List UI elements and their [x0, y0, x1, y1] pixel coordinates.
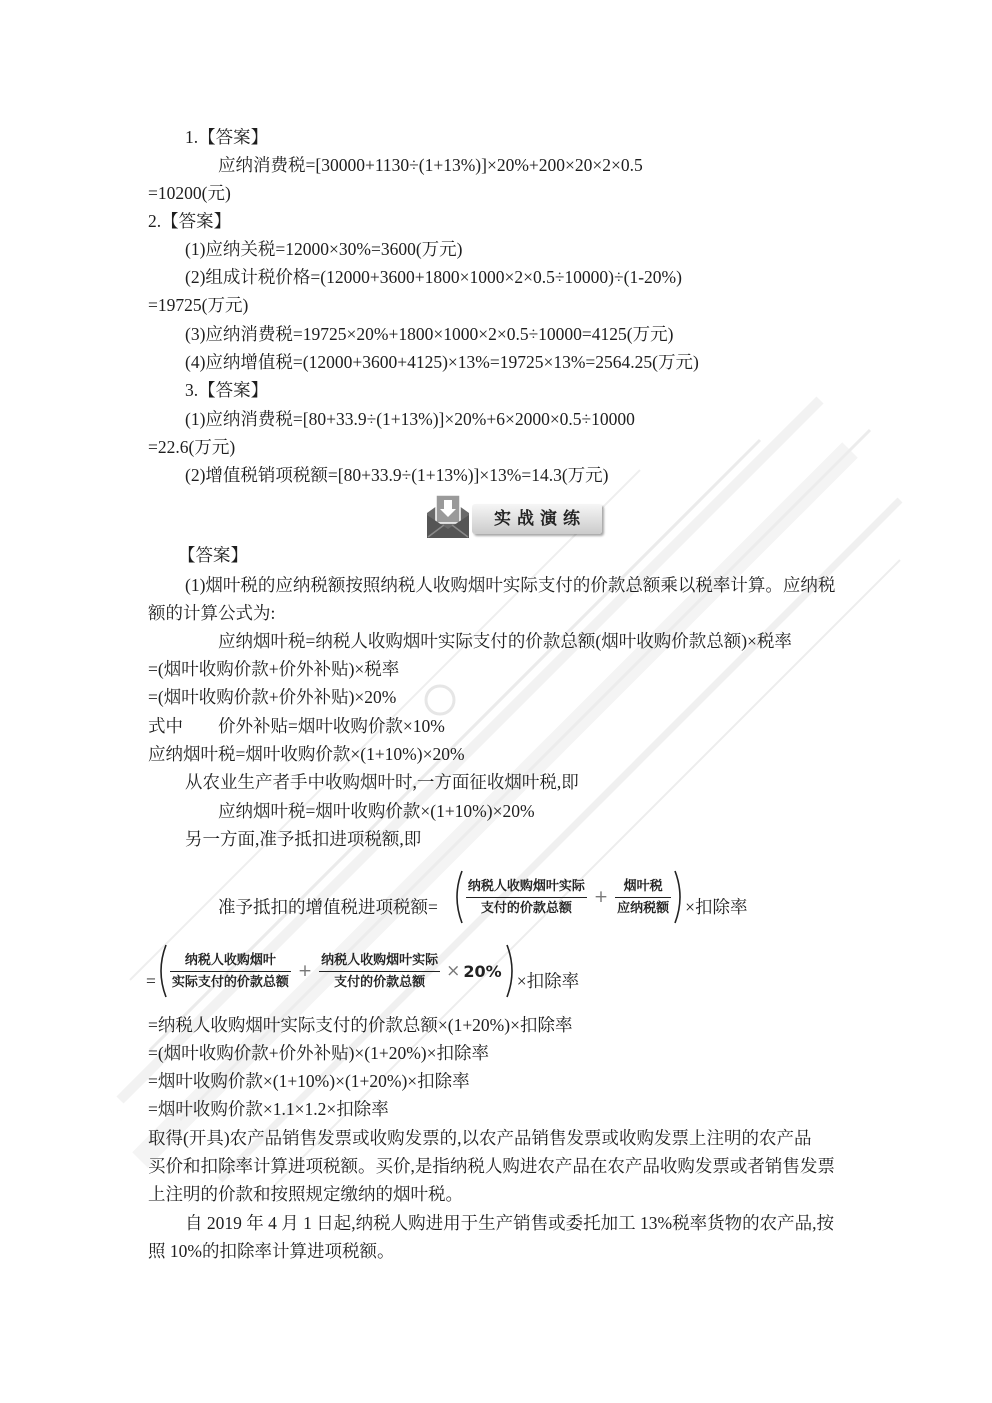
q1-heading: 1.【答案】: [185, 127, 269, 147]
deduction-formula-2: [146, 943, 579, 999]
q2-heading: 2.【答案】: [148, 211, 232, 231]
q2-step2-result: =19725(万元): [148, 295, 249, 315]
q1-result: =10200(元): [148, 183, 231, 203]
practice-eq9: =烟叶收购价款×1.1×1.2×扣除率: [148, 1099, 389, 1119]
practice-eq2: =(烟叶收购价款+价外补贴)×税率: [148, 659, 400, 679]
practice-para2-line1: 自 2019 年 4 月 1 日起,纳税人购进用于生产销售或委托加工 13%税率货物的农产品,按: [185, 1213, 834, 1233]
close-paren: [505, 943, 517, 999]
practice-para1-line2: 买价和扣除率计算进项税额。买价,是指纳税人购进农产品在农产品收购发票或者销售发票: [148, 1156, 835, 1176]
practice-para2-line2: 照 10%的扣除率计算进项税额。: [148, 1241, 395, 1261]
fraction-numerator: 纳税人收购烟叶: [184, 952, 276, 968]
q3-step2: (2)增值税销项税额=[80+33.9÷(1+13%)]×13%=14.3(万元): [185, 465, 609, 485]
practice-where-label: 式中: [148, 716, 183, 736]
formula2-suffix: ×扣除率: [516, 971, 580, 991]
formula2-fraction-2: [319, 952, 440, 991]
practice-text1: 从农业生产者手中收购烟叶时,一方面征收烟叶税,即: [185, 772, 579, 792]
fraction-numerator: 纳税人收购烟叶实际: [321, 952, 439, 968]
practice-intro-line1: (1)烟叶税的应纳税额按照纳税人收购烟叶实际支付的价款总额乘以税率计算。应纳税: [185, 575, 836, 595]
practice-para1-line1: 取得(开具)农产品销售发票或收购发票的,以农产品销售发票或收购发票上注明的农产品: [148, 1128, 812, 1148]
open-paren: [156, 943, 168, 999]
practice-eq4: 应纳烟叶税=烟叶收购价款×(1+10%)×20%: [148, 744, 465, 764]
q2-step3: (3)应纳消费税=19725×20%+1800×1000×2×0.5÷10000=4125(万元): [185, 324, 674, 344]
close-paren: [673, 869, 685, 925]
practice-text2: 另一方面,准予抵扣进项税额,即: [185, 829, 422, 849]
fraction-bar: [319, 971, 440, 972]
formula1-fraction-2: [615, 878, 671, 917]
tax-rate: 20%: [463, 961, 502, 981]
practice-intro-line2: 额的计算公式为:: [148, 603, 276, 623]
q3-heading: 3.【答案】: [185, 380, 269, 400]
fraction-bar: [615, 897, 671, 898]
q2-step4: (4)应纳增值税=(12000+3600+4125)×13%=19725×13%=2564.25(万元): [185, 352, 699, 372]
banner-title: 实战演练: [472, 504, 602, 534]
formula1-suffix: ×扣除率: [685, 897, 748, 917]
section-banner: [424, 492, 606, 542]
formula1-label: 准予抵扣的增值税进项税额=: [218, 897, 438, 917]
q2-step1: (1)应纳关税=12000×30%=3600(万元): [185, 239, 463, 259]
fraction-bar: [170, 971, 291, 972]
times-sign: ×: [446, 961, 461, 981]
practice-eq8: =烟叶收购价款×(1+10%)×(1+20%)×扣除率: [148, 1071, 470, 1091]
practice-eq1: 应纳烟叶税=纳税人收购烟叶实际支付的价款总额(烟叶收购价款总额)×税率: [218, 631, 792, 651]
fraction-denominator: 支付的价款总额: [334, 974, 426, 990]
open-paren: [452, 869, 464, 925]
deduction-formula-1: [218, 869, 748, 925]
plus-sign: +: [593, 887, 609, 907]
practice-eq7: =(烟叶收购价款+价外补贴)×(1+20%)×扣除率: [148, 1043, 489, 1063]
q2-step2: (2)组成计税价格=(12000+3600+1800×1000×2×0.5÷10000)÷(1-20%): [185, 267, 682, 287]
envelope-download-icon: [424, 492, 472, 540]
fraction-denominator: 实际支付的价款总额: [171, 974, 289, 990]
formula1-fraction-1: [466, 878, 587, 917]
plus-sign: +: [297, 961, 313, 981]
formula2-prefix: =: [146, 971, 156, 991]
q3-step1: (1)应纳消费税=[80+33.9÷(1+13%)]×20%+6×2000×0.5÷10000: [185, 409, 635, 429]
practice-where-formula: 价外补贴=烟叶收购价款×10%: [218, 716, 445, 736]
formula2-fraction-1: [170, 952, 291, 991]
practice-eq5: 应纳烟叶税=烟叶收购价款×(1+10%)×20%: [218, 801, 535, 821]
fraction-denominator: 应纳税额: [617, 900, 670, 916]
q1-formula: 应纳消费税=[30000+1130÷(1+13%)]×20%+200×20×2×0.5: [218, 155, 643, 175]
practice-heading: 【答案】: [178, 545, 248, 565]
practice-eq3: =(烟叶收购价款+价外补贴)×20%: [148, 687, 397, 707]
fraction-numerator: 纳税人收购烟叶实际: [467, 878, 585, 894]
practice-eq6: =纳税人收购烟叶实际支付的价款总额×(1+20%)×扣除率: [148, 1015, 573, 1035]
fraction-numerator: 烟叶税: [623, 878, 663, 894]
practice-para1-line3: 上注明的价款和按照规定缴纳的烟叶税。: [148, 1184, 463, 1204]
q3-step1-result: =22.6(万元): [148, 437, 236, 457]
fraction-bar: [466, 897, 587, 898]
fraction-denominator: 支付的价款总额: [480, 900, 572, 916]
